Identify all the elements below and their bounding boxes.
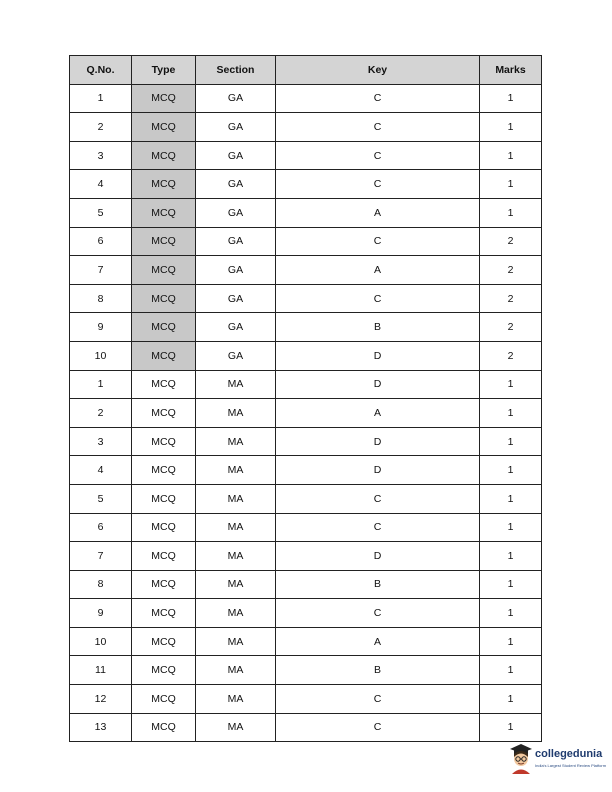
table-row — [70, 113, 542, 142]
section-cell: MA — [196, 399, 276, 428]
header-type: Type — [132, 56, 196, 85]
table-row — [70, 570, 542, 599]
marks-cell: 2 — [480, 284, 542, 313]
table-row — [70, 656, 542, 685]
qno-cell: 1 — [70, 84, 132, 113]
marks-cell: 1 — [480, 198, 542, 227]
marks-cell: 1 — [480, 141, 542, 170]
type-cell: MCQ — [132, 627, 196, 656]
table-row — [70, 198, 542, 227]
table-row — [70, 484, 542, 513]
type-cell: MCQ — [132, 141, 196, 170]
marks-cell: 1 — [480, 113, 542, 142]
key-cell: C — [276, 170, 480, 199]
table-row — [70, 256, 542, 285]
qno-cell: 5 — [70, 484, 132, 513]
collegedunia-logo — [510, 744, 610, 784]
section-cell: MA — [196, 542, 276, 571]
type-cell: MCQ — [132, 513, 196, 542]
marks-cell: 1 — [480, 84, 542, 113]
key-cell: C — [276, 84, 480, 113]
table-row — [70, 456, 542, 485]
marks-cell: 2 — [480, 313, 542, 342]
section-cell: GA — [196, 313, 276, 342]
key-cell: B — [276, 313, 480, 342]
qno-cell: 8 — [70, 284, 132, 313]
table-row — [70, 542, 542, 571]
key-cell: A — [276, 627, 480, 656]
qno-cell: 6 — [70, 227, 132, 256]
key-cell: A — [276, 399, 480, 428]
key-cell: C — [276, 713, 480, 742]
qno-cell: 1 — [70, 370, 132, 399]
table-body — [70, 84, 542, 742]
type-cell: MCQ — [132, 399, 196, 428]
key-cell: C — [276, 685, 480, 714]
section-cell: MA — [196, 456, 276, 485]
key-cell: A — [276, 256, 480, 285]
type-cell: MCQ — [132, 656, 196, 685]
table-row — [70, 370, 542, 399]
table-row — [70, 170, 542, 199]
marks-cell: 1 — [480, 484, 542, 513]
type-cell: MCQ — [132, 427, 196, 456]
section-cell: GA — [196, 198, 276, 227]
type-cell: MCQ — [132, 170, 196, 199]
qno-cell: 7 — [70, 256, 132, 285]
marks-cell: 1 — [480, 570, 542, 599]
marks-cell: 1 — [480, 713, 542, 742]
table-row — [70, 713, 542, 742]
marks-cell: 1 — [480, 599, 542, 628]
table-bottom-rule — [69, 741, 500, 742]
key-cell: D — [276, 456, 480, 485]
type-cell: MCQ — [132, 256, 196, 285]
table-row — [70, 284, 542, 313]
qno-cell: 4 — [70, 456, 132, 485]
student-avatar-icon — [510, 744, 532, 774]
table-header-row — [70, 56, 542, 85]
header-qno: Q.No. — [70, 56, 132, 85]
type-cell: MCQ — [132, 484, 196, 513]
section-cell: MA — [196, 713, 276, 742]
type-cell: MCQ — [132, 713, 196, 742]
qno-cell: 12 — [70, 685, 132, 714]
section-cell: MA — [196, 427, 276, 456]
qno-cell: 2 — [70, 399, 132, 428]
table-row — [70, 685, 542, 714]
brand-name: collegedunia — [535, 748, 603, 760]
key-cell: D — [276, 341, 480, 370]
qno-cell: 6 — [70, 513, 132, 542]
section-cell: MA — [196, 513, 276, 542]
section-cell: GA — [196, 84, 276, 113]
type-cell: MCQ — [132, 570, 196, 599]
section-cell: GA — [196, 170, 276, 199]
key-cell: C — [276, 513, 480, 542]
qno-cell: 2 — [70, 113, 132, 142]
marks-cell: 1 — [480, 513, 542, 542]
qno-cell: 11 — [70, 656, 132, 685]
marks-cell: 1 — [480, 427, 542, 456]
marks-cell: 1 — [480, 542, 542, 571]
qno-cell: 13 — [70, 713, 132, 742]
table-row — [70, 313, 542, 342]
key-cell: C — [276, 599, 480, 628]
header-section: Section — [196, 56, 276, 85]
qno-cell: 7 — [70, 542, 132, 571]
table-row — [70, 84, 542, 113]
key-cell: B — [276, 570, 480, 599]
type-cell: MCQ — [132, 198, 196, 227]
qno-cell: 3 — [70, 141, 132, 170]
section-cell: GA — [196, 341, 276, 370]
table-row — [70, 627, 542, 656]
answer-key-sheet — [69, 55, 542, 742]
marks-cell: 2 — [480, 256, 542, 285]
marks-cell: 1 — [480, 170, 542, 199]
header-marks: Marks — [480, 56, 542, 85]
qno-cell: 3 — [70, 427, 132, 456]
marks-cell: 1 — [480, 399, 542, 428]
qno-cell: 10 — [70, 341, 132, 370]
marks-cell: 2 — [480, 341, 542, 370]
qno-cell: 9 — [70, 599, 132, 628]
type-cell: MCQ — [132, 284, 196, 313]
section-cell: GA — [196, 141, 276, 170]
marks-cell: 1 — [480, 656, 542, 685]
section-cell: GA — [196, 113, 276, 142]
type-cell: MCQ — [132, 685, 196, 714]
marks-cell: 2 — [480, 227, 542, 256]
section-cell: MA — [196, 656, 276, 685]
key-cell: A — [276, 198, 480, 227]
type-cell: MCQ — [132, 227, 196, 256]
key-cell: D — [276, 370, 480, 399]
type-cell: MCQ — [132, 370, 196, 399]
section-cell: GA — [196, 256, 276, 285]
section-cell: MA — [196, 599, 276, 628]
table-row — [70, 599, 542, 628]
table-row — [70, 227, 542, 256]
marks-cell: 1 — [480, 627, 542, 656]
table-row — [70, 341, 542, 370]
qno-cell: 5 — [70, 198, 132, 227]
type-cell: MCQ — [132, 313, 196, 342]
section-cell: MA — [196, 570, 276, 599]
qno-cell: 9 — [70, 313, 132, 342]
qno-cell: 10 — [70, 627, 132, 656]
section-cell: MA — [196, 484, 276, 513]
type-cell: MCQ — [132, 542, 196, 571]
key-cell: C — [276, 227, 480, 256]
type-cell: MCQ — [132, 341, 196, 370]
type-cell: MCQ — [132, 113, 196, 142]
section-cell: MA — [196, 370, 276, 399]
header-key: Key — [276, 56, 480, 85]
marks-cell: 1 — [480, 456, 542, 485]
type-cell: MCQ — [132, 599, 196, 628]
key-cell: B — [276, 656, 480, 685]
answer-key-table — [69, 55, 542, 742]
qno-cell: 8 — [70, 570, 132, 599]
key-cell: D — [276, 542, 480, 571]
key-cell: C — [276, 141, 480, 170]
key-cell: C — [276, 284, 480, 313]
qno-cell: 4 — [70, 170, 132, 199]
key-cell: D — [276, 427, 480, 456]
table-row — [70, 141, 542, 170]
section-cell: MA — [196, 685, 276, 714]
section-cell: GA — [196, 227, 276, 256]
table-row — [70, 399, 542, 428]
type-cell: MCQ — [132, 84, 196, 113]
table-row — [70, 513, 542, 542]
marks-cell: 1 — [480, 685, 542, 714]
table-row — [70, 427, 542, 456]
section-cell: MA — [196, 627, 276, 656]
brand-tagline: India's Largest Student Review Platform — [535, 763, 607, 768]
type-cell: MCQ — [132, 456, 196, 485]
key-cell: C — [276, 113, 480, 142]
marks-cell: 1 — [480, 370, 542, 399]
section-cell: GA — [196, 284, 276, 313]
key-cell: C — [276, 484, 480, 513]
